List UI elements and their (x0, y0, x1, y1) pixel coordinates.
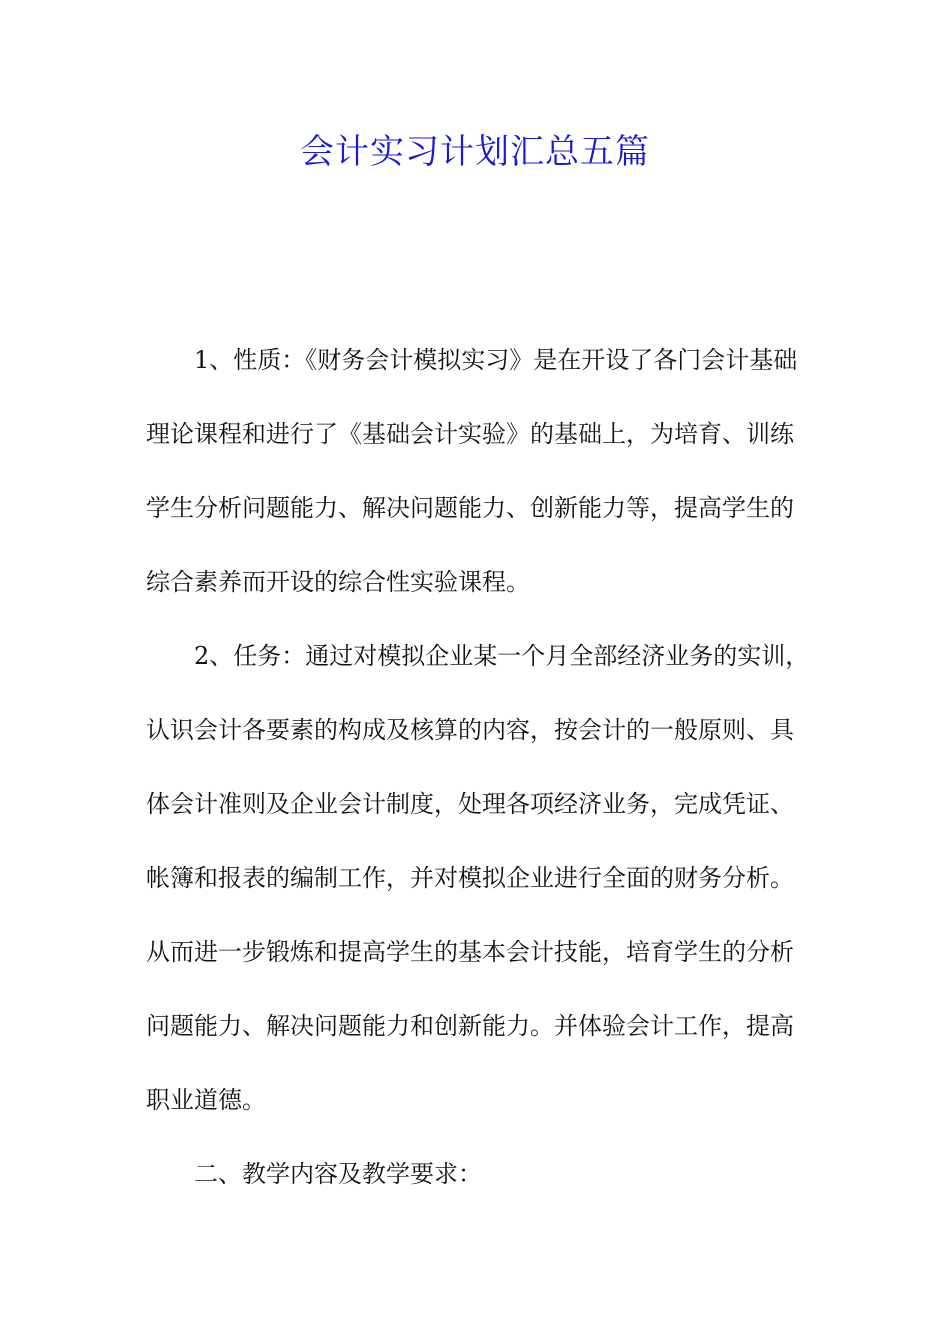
paragraph-line: 体会计准则及企业会计制度，处理各项经济业务，完成凭证、 (146, 790, 794, 818)
paragraph-task (146, 619, 810, 1137)
paragraph-line: 从而进一步锻炼和提高学生的基本会计技能，培育学生的分析 (146, 938, 794, 966)
section-heading-teaching-content (146, 1137, 806, 1211)
paragraph-line: 二、教学内容及教学要求： (194, 1160, 482, 1188)
paragraph-line: 综合素养而开设的综合性实验课程。 (146, 568, 530, 596)
paragraph-line: 学生分析问题能力、解决问题能力、创新能力等，提高学生的 (146, 494, 794, 522)
document-title: 会计实习计划汇总五篇 (300, 132, 650, 172)
paragraph-line: 问题能力、解决问题能力和创新能力。并体验会计工作，提高 (146, 1012, 794, 1040)
paragraph-line: 1、性质：《财务会计模拟实习》是在开设了各门会计基础 (194, 346, 798, 374)
paragraph-line: 2、任务：通过对模拟企业某一个月全部经济业务的实训， (194, 642, 810, 670)
paragraph-line: 帐簿和报表的编制工作，并对模拟企业进行全面的财务分析。 (146, 864, 794, 892)
paragraph-nature (146, 323, 806, 619)
paragraph-line: 职业道德。 (146, 1086, 266, 1114)
paragraph-line: 理论课程和进行了《基础会计实验》的基础上，为培育、训练 (146, 420, 794, 448)
document-body (146, 323, 810, 1211)
paragraph-line: 认识会计各要素的构成及核算的内容，按会计的一般原则、具 (146, 716, 794, 744)
